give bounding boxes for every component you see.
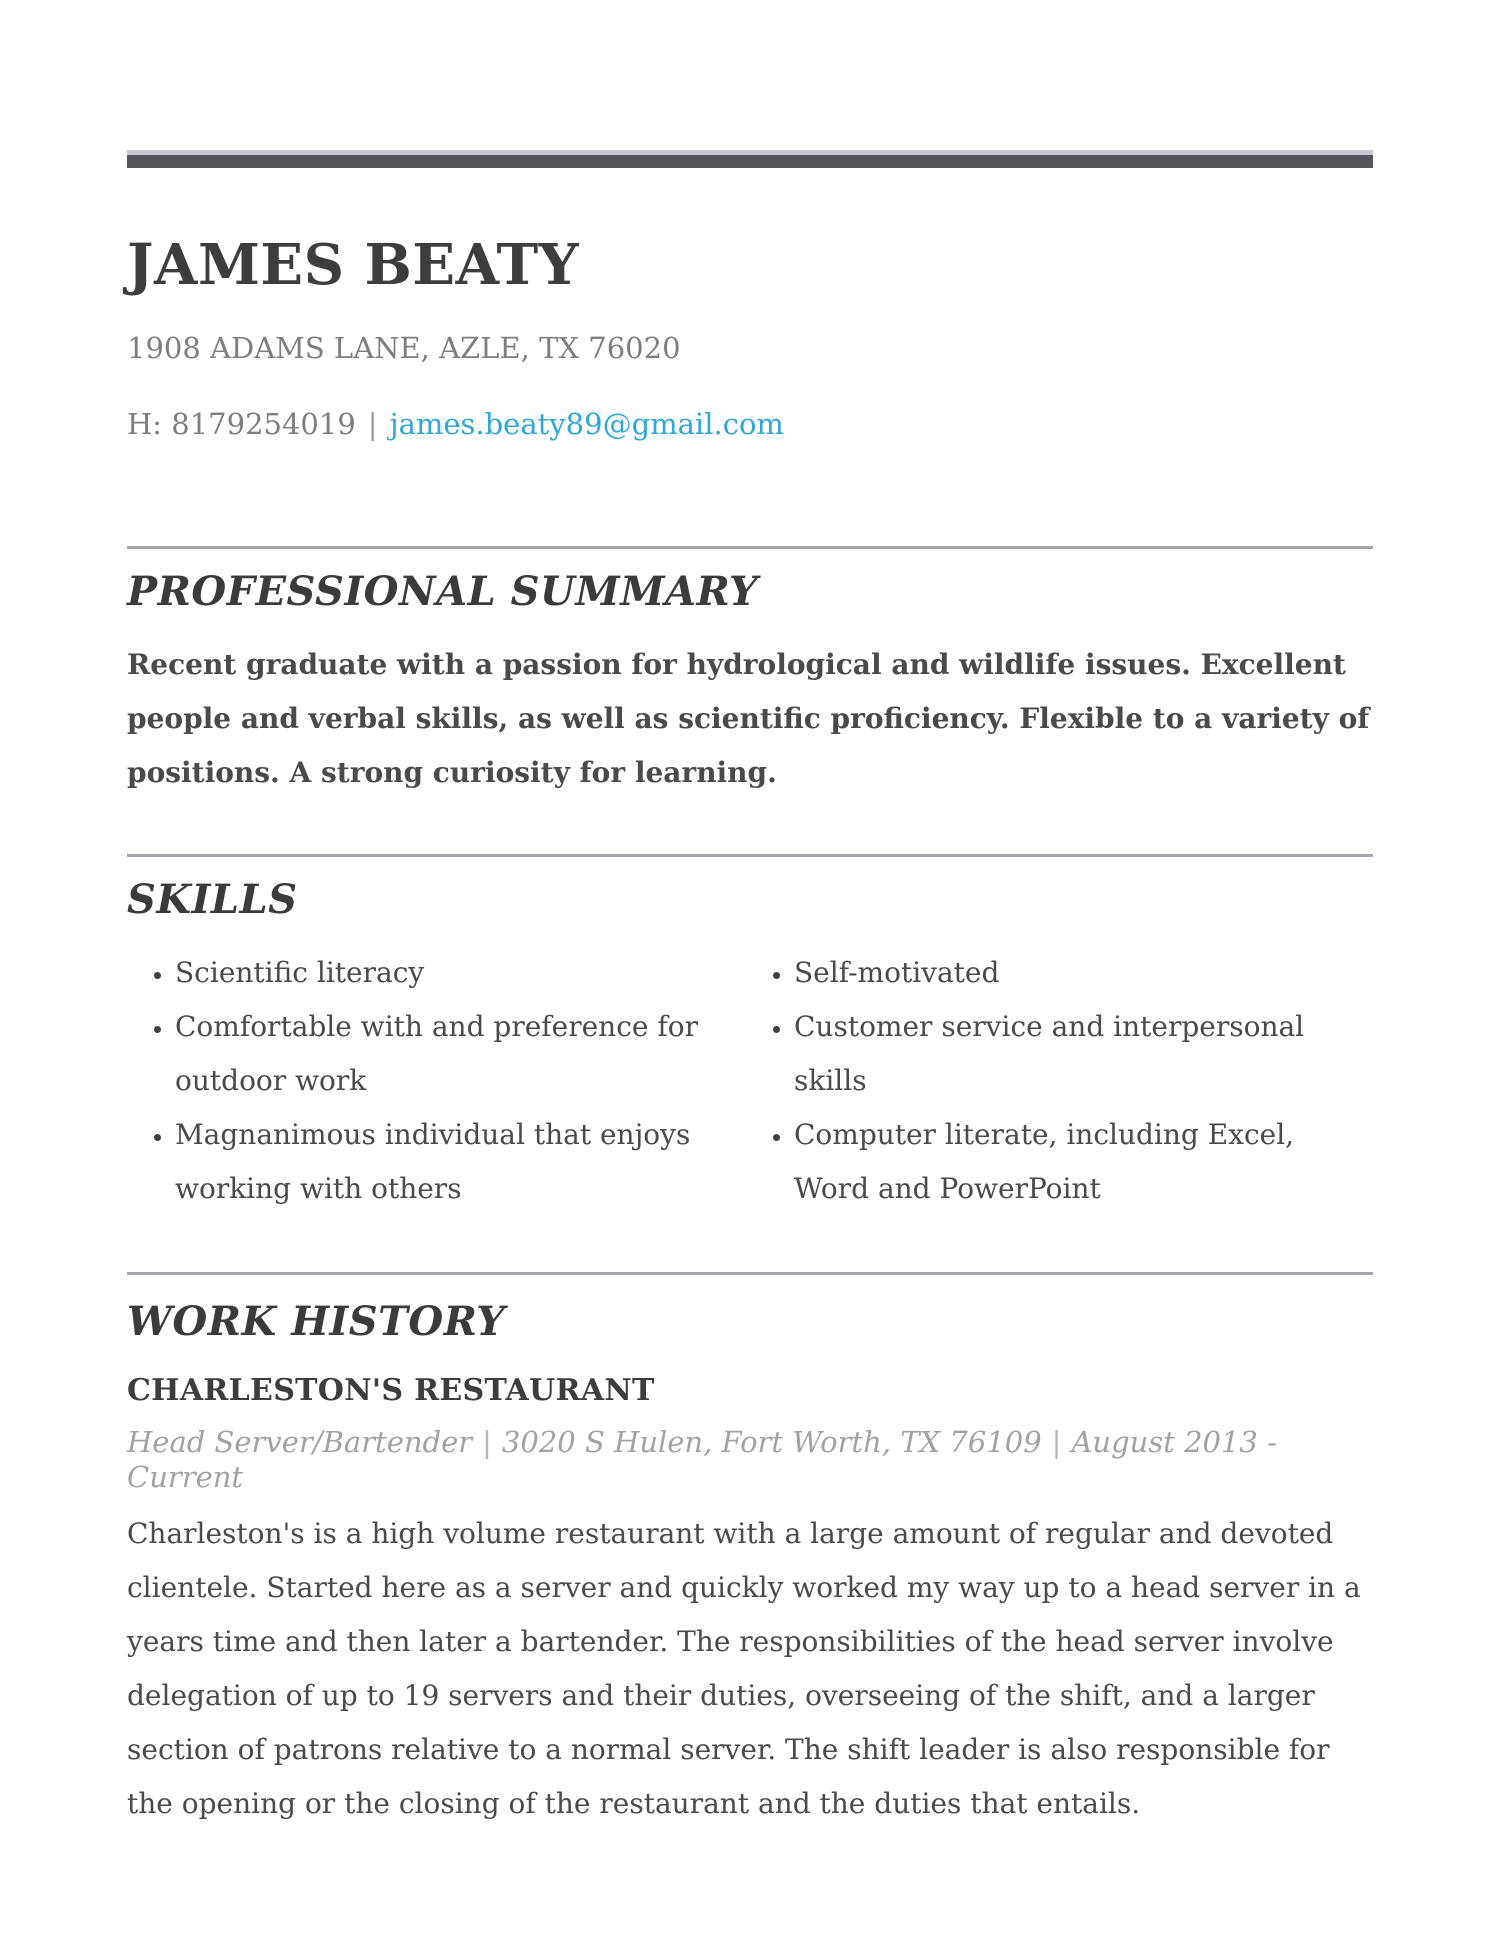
job-dates: August 2013 - Current xyxy=(127,1425,1277,1495)
skills-column-left xyxy=(127,946,767,1216)
job-meta-line xyxy=(127,1425,1373,1495)
address-line: 1908 ADAMS LANE, AZLE, TX 76020 xyxy=(127,331,681,366)
skill-item: • Comfortable with and preference for outdoor work xyxy=(175,1000,767,1108)
section-divider xyxy=(127,1272,1373,1275)
skills-column-right xyxy=(767,946,1373,1216)
job-description: Charleston's is a high volume restaurant with a large amount of regular and devoted clientele. Started here as a server and quickly worked my way up to a head server in a years time and then later a bartender. The responsibilities of the head server involve delegation of up to 19 servers and their duties, overseeing of the shift, and a larger section of patrons relative to a normal server. The shift leader is also responsible for the opening or the closing of the restaurant and the duties that entails. xyxy=(127,1516,1361,1820)
employer-name: CHARLESTON'S RESTAURANT xyxy=(127,1373,655,1409)
skill-item: • Customer service and interpersonal skills xyxy=(794,1000,1373,1108)
summary-heading: PROFESSIONAL SUMMARY xyxy=(127,567,759,615)
email-link[interactable]: james.beaty89@gmail.com xyxy=(389,407,784,441)
skills-columns xyxy=(127,946,1373,1216)
contact-separator: | xyxy=(367,407,378,441)
job-location: 3020 S Hulen, Fort Worth, TX 76109 xyxy=(501,1425,1042,1460)
job-meta-separator: | xyxy=(1051,1425,1062,1460)
resume-content xyxy=(0,150,1500,1831)
skill-item: • Scientific literacy xyxy=(175,946,767,1000)
skill-item: • Magnanimous individual that enjoys working with others xyxy=(175,1108,767,1216)
job-meta-separator: | xyxy=(482,1425,492,1460)
phone-number: H: 8179254019 xyxy=(127,407,356,441)
skills-list-right xyxy=(767,946,1373,1216)
person-name: JAMES BEATY xyxy=(127,232,580,298)
work-history-heading: WORK HISTORY xyxy=(127,1297,506,1345)
summary-paragraph: Recent graduate with a passion for hydrological and wildlife issues. Excellent people and verbal skills, as well as scientific proficiency. Flexible to a variety of positions. A strong curiosity for learning. xyxy=(127,647,1370,789)
skill-item: • Self-motivated xyxy=(794,946,1373,1000)
section-divider xyxy=(127,854,1373,857)
header-accent-bar xyxy=(127,150,1373,168)
section-divider xyxy=(127,546,1373,549)
skills-list-left xyxy=(127,946,767,1216)
job-title: Head Server/Bartender xyxy=(127,1425,473,1460)
contact-line xyxy=(127,408,1373,442)
skill-item: • Computer literate, including Excel, Word and PowerPoint xyxy=(794,1108,1373,1216)
skills-heading: SKILLS xyxy=(127,875,298,923)
